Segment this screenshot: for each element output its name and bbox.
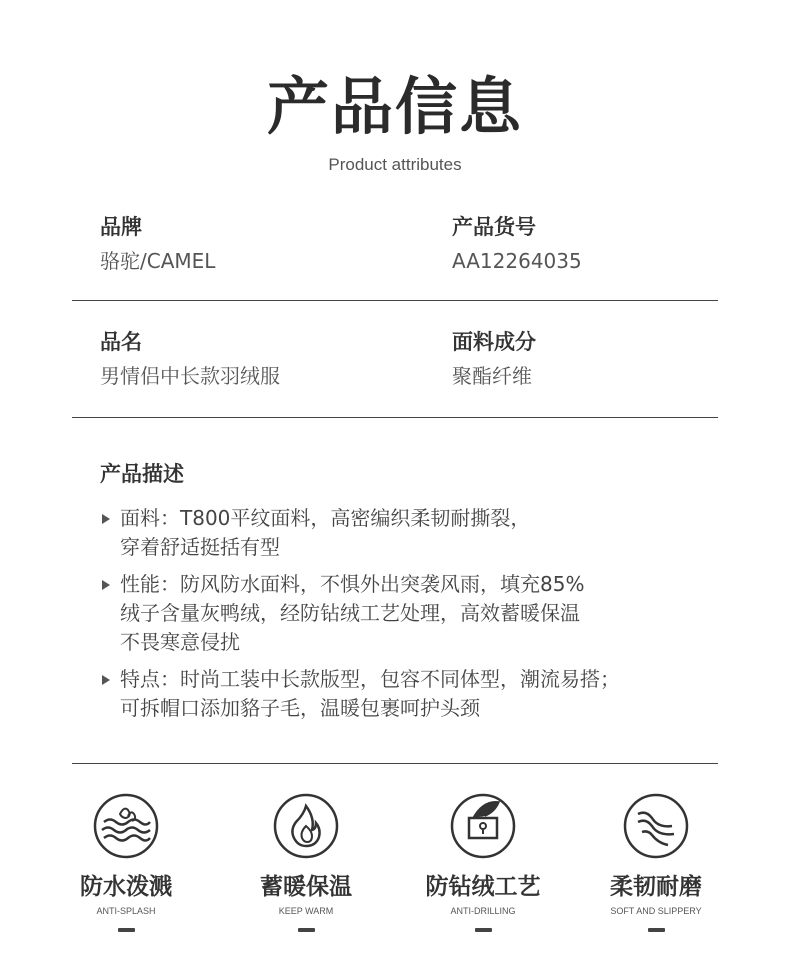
description-line: 不畏寒意侵扰 <box>120 630 240 654</box>
description-item <box>100 665 720 723</box>
page-title: 产品信息 <box>266 70 523 143</box>
feature-bar <box>118 928 135 932</box>
attribute-brand <box>100 210 215 278</box>
bullet-arrow-icon <box>102 580 110 590</box>
description-line: 性能：防风防水面料，不惧外出突袭风雨，填充85% <box>120 572 585 596</box>
description-line: 特点：时尚工装中长款版型，包容不同体型，潮流易搭； <box>120 667 620 691</box>
description-line: 可拆帽口添加貉子毛，温暖包裹呵护头颈 <box>120 696 480 720</box>
feature-keep-warm <box>216 792 396 932</box>
feature-subtitle: KEEP WARM <box>278 906 334 916</box>
attribute-label: 面料成分 <box>452 330 536 354</box>
attribute-value: 聚酯纤维 <box>452 364 532 388</box>
feature-anti-drilling <box>393 792 573 932</box>
description-item <box>100 504 720 562</box>
feature-anti-splash <box>36 792 216 932</box>
attribute-row-1 <box>72 210 718 320</box>
feature-subtitle: SOFT AND SLIPPERY <box>610 906 702 916</box>
description-line: 绒子含量灰鸭绒，经防钻绒工艺处理，高效蓄暖保温 <box>120 601 580 625</box>
description-line: 穿着舒适挺括有型 <box>120 535 280 559</box>
attribute-label: 品牌 <box>100 215 142 239</box>
feature-name: 防水泼溅 <box>80 874 172 900</box>
divider <box>72 300 718 301</box>
feather-lock-icon <box>449 792 517 860</box>
feature-name: 柔韧耐磨 <box>610 874 702 900</box>
attribute-row-2 <box>72 325 718 435</box>
feature-bar <box>648 928 665 932</box>
flame-icon <box>272 792 340 860</box>
divider <box>72 417 718 418</box>
description-line: 面料：T800平纹面料，高密编织柔韧耐撕裂， <box>120 506 531 530</box>
description-list <box>100 504 720 731</box>
attribute-label: 品名 <box>100 330 142 354</box>
soft-waves-icon <box>622 792 690 860</box>
page-subtitle: Product attributes <box>328 155 462 174</box>
attribute-value: AA12264035 <box>452 249 582 273</box>
feature-soft-slippery <box>566 792 746 932</box>
divider <box>72 763 718 764</box>
attribute-label: 产品货号 <box>452 215 536 239</box>
feature-name: 防钻绒工艺 <box>425 874 541 900</box>
attribute-product-name <box>100 325 280 393</box>
attribute-item-number <box>452 210 582 278</box>
water-splash-icon <box>92 792 160 860</box>
feature-bar <box>475 928 492 932</box>
attribute-value: 男情侣中长款羽绒服 <box>100 364 280 388</box>
feature-name: 蓄暖保温 <box>260 874 352 900</box>
attribute-fabric <box>452 325 536 393</box>
bullet-arrow-icon <box>102 514 110 524</box>
description-item <box>100 570 720 657</box>
description-title: 产品描述 <box>100 462 184 486</box>
attribute-value: 骆驼/CAMEL <box>100 249 216 273</box>
feature-subtitle: ANTI-SPLASH <box>96 906 156 916</box>
feature-list <box>36 792 754 942</box>
feature-bar <box>298 928 315 932</box>
bullet-arrow-icon <box>102 675 110 685</box>
feature-subtitle: ANTI-DRILLING <box>450 906 516 916</box>
